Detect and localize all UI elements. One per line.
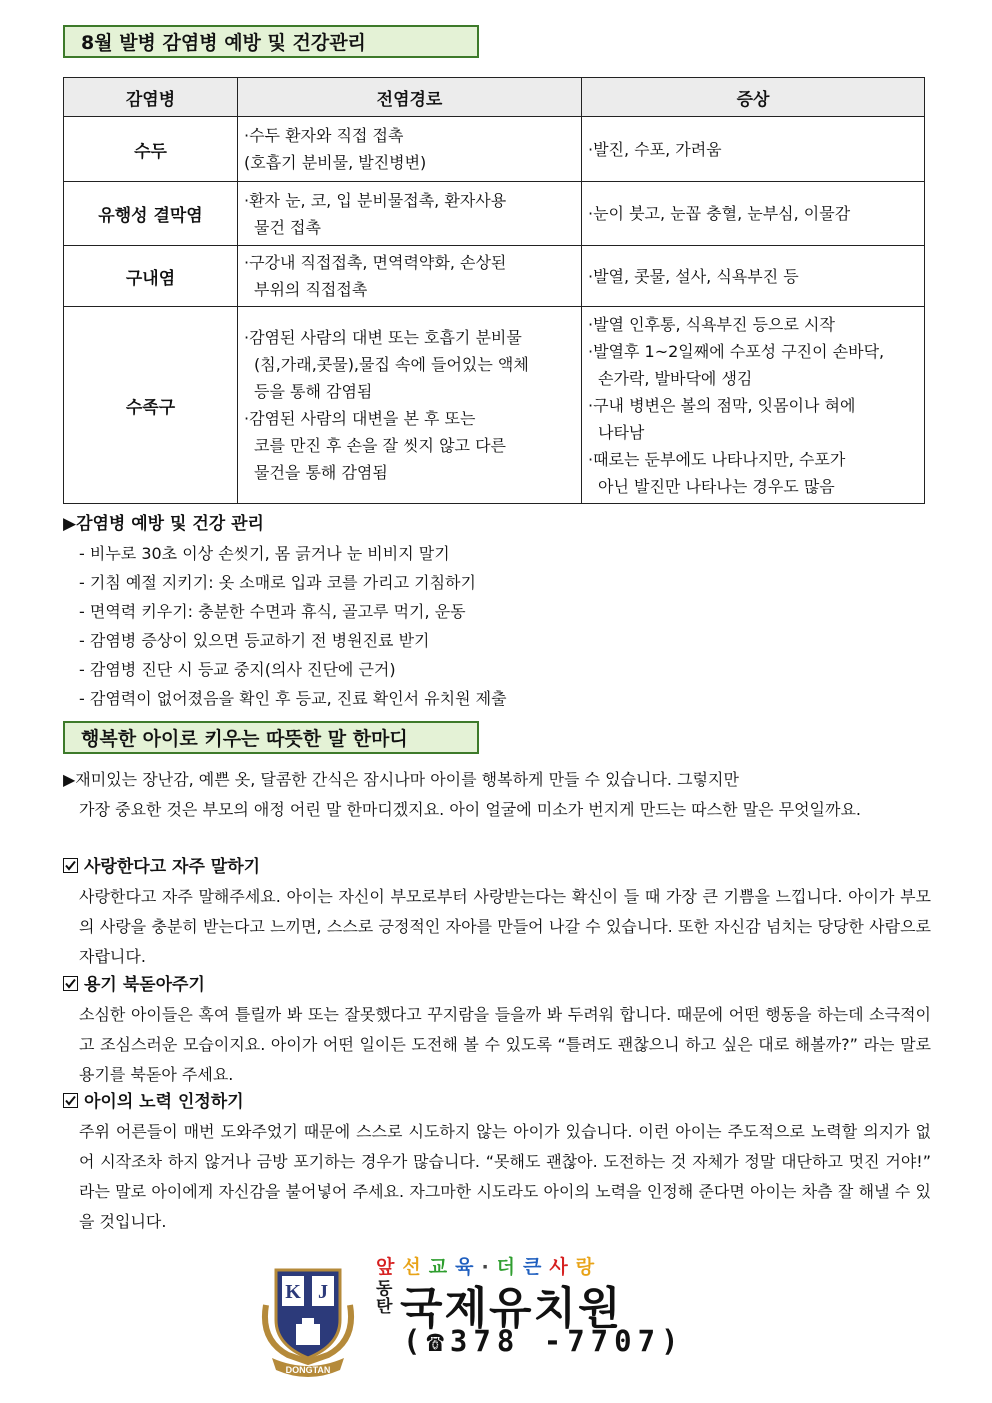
slogan-char: 큰: [523, 1256, 550, 1278]
symptom-cell: [582, 246, 925, 307]
list-item: - 감염병 진단 시 등교 중지(의사 진단에 근거): [79, 660, 396, 679]
slogan-char: 교: [428, 1256, 456, 1278]
tip-body: 주위 어른들이 매번 도와주었기 때문에 스스로 시도하지 않는 아이가 있습니다. 이런 아이는 주도적으로 노력할 의지가 없어 시작조차 하지 않거나 금방 포기하는 경우가 많습니다. “못해도 괜찮아. 도전하는 것 자체가 정말 대단하고 멋진 거야!” 라는 말로 아이에게 자신감을 불어넣어 주세요. 자그마한 시도라도 아이의 노력을 인정해 준다면 아이는 차츰 잘 해낼 수 있을 것입니다.: [79, 1122, 931, 1231]
disease-name: 구내염: [64, 246, 238, 307]
symptom-line: ·발열 인후통, 식욕부진 등으로 시작: [588, 314, 835, 334]
symptom-line: ·발열, 콧물, 설사, 식욕부진 등: [588, 266, 799, 286]
route-line: ·감염된 사람의 대변 또는 호흡기 분비물: [244, 328, 522, 347]
infection-table: [63, 77, 925, 504]
slogan-char: 선: [402, 1256, 429, 1278]
section-title-warm-words: 행복한 아이로 키우는 따뜻한 말 한마디: [63, 721, 479, 754]
symptom-cell: [582, 117, 925, 182]
symptom-line: 아닌 발진만 나타나는 경우도 많음: [598, 476, 835, 496]
table-header-row: [64, 78, 925, 117]
table-row: [64, 117, 925, 182]
route-line: ·수두 환자와 직접 접촉: [244, 126, 404, 145]
symptom-line: ·때로는 둔부에도 나타나지만, 수포가: [588, 449, 846, 469]
slogan-char: 사: [549, 1256, 576, 1278]
route-line: 물건 접촉: [254, 217, 321, 237]
table-row: [64, 246, 925, 307]
header-disease: 감염병: [64, 78, 238, 117]
list-item: - 감염력이 없어졌음을 확인 후 등교, 진료 확인서 유치원 제출: [79, 689, 507, 708]
tip-title-text: 용기 북돋아주기: [84, 975, 205, 995]
route-line: ·환자 눈, 코, 입 분비물접촉, 환자사용: [244, 190, 507, 210]
intro-rest: 가장 중요한 것은 부모의 애정 어린 말 한마디겠지요. 아이 얼굴에 미소가 번지게 만드는 따스한 말은 무엇일까요.: [79, 800, 861, 819]
symptom-line: ·발진, 수포, 가려움: [588, 139, 722, 159]
kindergarten-name: 국제유치원: [400, 1283, 623, 1334]
route-line: 부위의 직접접촉: [254, 280, 368, 299]
badge-ribbon-text: DONGTAN: [285, 1365, 331, 1375]
tip-title: [63, 852, 931, 882]
slogan-char: ·: [481, 1256, 497, 1278]
route-line: ·구강내 직접접촉, 면역력약화, 손상된: [244, 253, 507, 272]
list-item: - 비누로 30초 이상 손씻기, 몸 긁거나 눈 비비지 말기: [79, 544, 450, 563]
checkbox-icon: [63, 858, 78, 873]
symptom-cell: [582, 307, 925, 504]
symptom-line: ·발열후 1~2일째에 수포성 구진이 손바닥,: [588, 341, 885, 361]
disease-name: 수두: [64, 117, 238, 182]
intro-first-line: ▶재미있는 장난감, 예쁜 옷, 달콤한 간식은 잠시나마 아이를 행복하게 만들 수 있습니다. 그렇지만: [63, 770, 739, 789]
symptom-line: 나타남: [598, 422, 645, 442]
tip-body: 사랑한다고 자주 말해주세요. 아이는 자신이 부모로부터 사랑받는다는 확신이 들 때 가장 큰 기쁨을 느낍니다. 아이가 부모의 사랑을 충분히 받는다고 느끼면, 스스로 긍정적인 자아를 만들어 나갈 수 있습니다. 또한 자신감 넘치는 당당한 사람으로 자랍니다.: [79, 887, 931, 966]
checkbox-icon: [63, 976, 78, 991]
intro-paragraph: [63, 765, 931, 825]
city-label: 동탄: [376, 1279, 393, 1317]
prevention-section: [63, 510, 507, 713]
disease-name: 유행성 결막염: [64, 182, 238, 246]
symptom-cell: [582, 182, 925, 246]
table-row: [64, 182, 925, 246]
route-line: 등을 통해 감염됨: [254, 382, 373, 401]
table-row: [64, 307, 925, 504]
symptom-line: ·눈이 붓고, 눈꼽 충혈, 눈부심, 이물감: [588, 204, 851, 223]
list-item: - 면역력 키우기: 충분한 수면과 휴식, 골고루 먹기, 운동: [79, 602, 466, 621]
header-symptom: 증상: [582, 78, 925, 117]
route-line: (침,가래,콧물),물집 속에 들어있는 액체: [254, 355, 529, 374]
route-cell: [238, 307, 582, 504]
route-line: 물건을 통해 감염됨: [254, 463, 388, 482]
prevention-title: ▶감염병 예방 및 건강 관리: [63, 514, 264, 534]
route-cell: [238, 246, 582, 307]
kindergarten-logo: [258, 1250, 688, 1390]
tip-title: [63, 970, 931, 1000]
tip-body: 소심한 아이들은 혹여 틀릴까 봐 또는 잘못했다고 꾸지람을 들을까 봐 두려워 합니다. 때문에 어떤 행동을 하는데 소극적이고 조심스러운 모습이지요. 아이가 어떤 일이든 도전해 볼 수 있도록 “틀려도 괜찮으니 하고 싶은 대로 해볼까?” 라는 말로 용기를 북돋아 주세요.: [79, 1005, 931, 1084]
phone-number: (☎378 -7707): [403, 1324, 685, 1358]
slogan-char: 육: [455, 1256, 482, 1278]
route-line: (호흡기 분비물, 발진병변): [244, 153, 427, 172]
tip-block: [63, 1087, 931, 1237]
slogan-char: 앞: [376, 1256, 403, 1278]
badge-letter-k: K: [285, 1281, 301, 1303]
list-item: - 기침 예절 지키기: 옷 소매로 입과 코를 가리고 기침하기: [79, 573, 476, 592]
shield-crest-icon: [258, 1250, 358, 1390]
header-route: 전염경로: [238, 78, 582, 117]
disease-name: 수족구: [64, 307, 238, 504]
list-item: - 감염병 증상이 있으면 등교하기 전 병원진료 받기: [79, 631, 430, 650]
checkbox-icon: [63, 1093, 78, 1108]
section-title-infection: 8월 발병 감염병 예방 및 건강관리: [63, 25, 479, 58]
route-cell: [238, 117, 582, 182]
tip-title-text: 사랑한다고 자주 말하기: [84, 857, 261, 877]
tip-block: [63, 970, 931, 1090]
route-line: 코를 만진 후 손을 잘 씻지 않고 다른: [254, 436, 506, 455]
tip-title: [63, 1087, 931, 1117]
slogan-char: 더: [496, 1256, 524, 1278]
tip-title-text: 아이의 노력 인정하기: [84, 1092, 244, 1112]
slogan-char: 랑: [575, 1256, 603, 1278]
badge-letter-j: J: [318, 1281, 328, 1303]
route-cell: [238, 182, 582, 246]
symptom-line: ·구내 병변은 볼의 점막, 잇몸이나 혀에: [588, 395, 856, 415]
symptom-line: 손가락, 발바닥에 생김: [598, 368, 753, 388]
route-line: ·감염된 사람의 대변을 본 후 또는: [244, 409, 476, 428]
tip-block: [63, 852, 931, 972]
